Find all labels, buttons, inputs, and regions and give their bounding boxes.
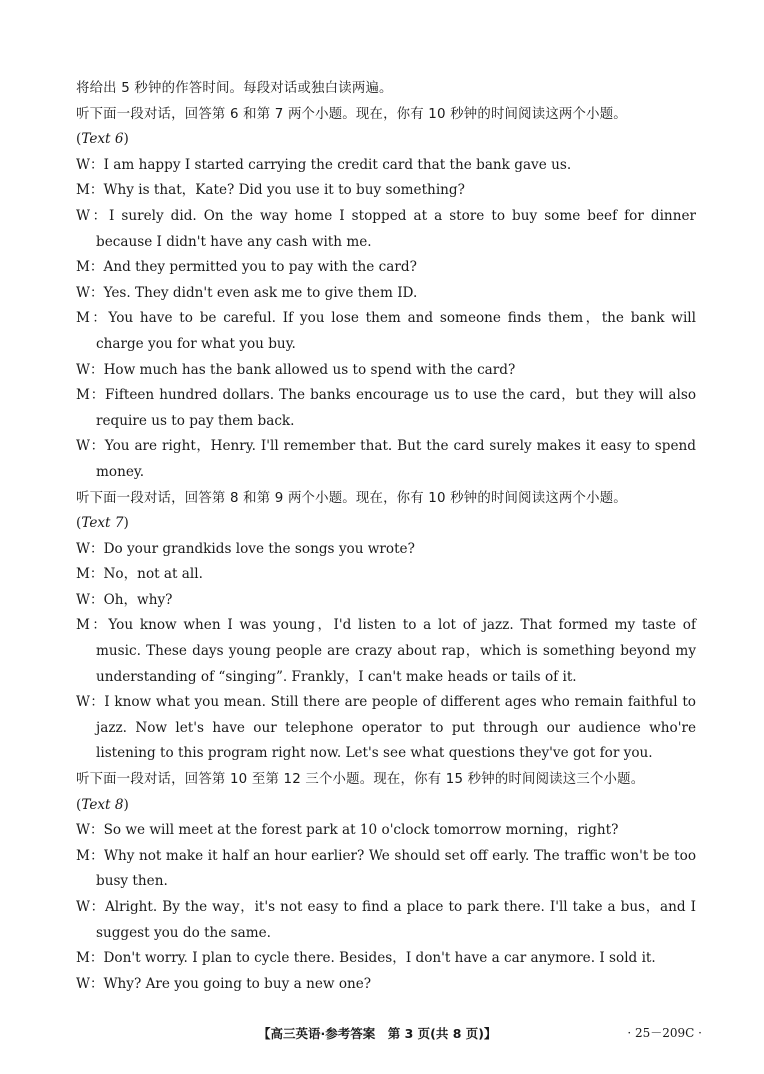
dialogue-line: M：No，not at all. [76, 566, 203, 583]
intro-line: 将给出 5 秒钟的作答时间。每段对话或独白读两遍。 [76, 81, 393, 96]
text8-heading: (Text 8) [76, 796, 129, 813]
dialogue-line: W：Do your grandkids love the songs you wrote? [76, 540, 415, 557]
dialogue-line: M：You know when I was young，I'd listen to a lot of jazz. That formed my taste of music. These days young people are crazy about rap，which is something beyond my understanding of “singing”. Frankly，I can't make heads or tails of it. [76, 617, 696, 685]
text7-heading: (Text 7) [76, 515, 129, 532]
dialogue-line: W：I surely did. On the way home I stopped at a store to buy some beef for dinner because I didn't have any cash with me. [76, 207, 696, 250]
dialogue-line: W：How much has the bank allowed us to spend with the card? [76, 361, 516, 378]
dialogue-line: M：And they permitted you to pay with the card? [76, 259, 417, 276]
dialogue-line: M：Fifteen hundred dollars. The banks encourage us to use the card，but they will also require us to pay them back. [76, 387, 696, 429]
text7-label: Text 7 [81, 515, 124, 532]
text8-prompt: 听下面一段对话，回答第 10 至第 12 三个小题。现在，你有 15 秒钟的时间阅读这三个小题。 [76, 772, 645, 788]
text8-label: Text 8 [81, 796, 124, 813]
dialogue-line: W：So we will meet at the forest park at 10 o'clock tomorrow morning，right? [76, 822, 619, 839]
page-footer [0, 1022, 764, 1044]
dialogue-line: W：Oh，why? [76, 591, 173, 608]
dialogue-line: M：You have to be careful. If you lose them and someone finds them，the bank will charge you for what you buy. [76, 310, 696, 352]
dialogue-line: M：Why not make it half an hour earlier? We should set off early. The traffic won't be too busy then. [76, 847, 696, 890]
footer-code: · 25－209C · [627, 1026, 702, 1040]
dialogue-line: W：Alright. By the way，it's not easy to find a place to park there. I'll take a bus，and I suggest you do the same. [76, 899, 696, 941]
text6-heading: (Text 6) [76, 131, 129, 148]
text7-prompt: 听下面一段对话，回答第 8 和第 9 两个小题。现在，你有 10 秒钟的时间阅读这两个小题。 [76, 490, 627, 506]
dialogue-line: M：Don't worry. I plan to cycle there. Besides，I don't have a car anymore. I sold it. [76, 950, 656, 967]
dialogue-line: W：Yes. They didn't even ask me to give them ID. [76, 284, 418, 301]
text6-prompt: 听下面一段对话，回答第 6 和第 7 两个小题。现在，你有 10 秒钟的时间阅读这两个小题。 [76, 106, 627, 122]
dialogue-line: M：Why is that，Kate? Did you use it to buy something? [76, 182, 465, 199]
dialogue-line: W：Why? Are you going to buy a new one? [76, 975, 372, 992]
dialogue-line: W：You are right，Henry. I'll remember that. But the card surely makes it easy to spend money. [76, 438, 696, 480]
footer-page-info: 【高三英语·参考答案 第 3 页(共 8 页)】 [258, 1026, 497, 1041]
dialogue-line: W：I am happy I started carrying the credit card that the bank gave us. [76, 156, 572, 173]
document-body [76, 76, 696, 997]
text6-label: Text 6 [81, 131, 124, 148]
dialogue-line: W：I know what you mean. Still there are people of different ages who remain faithful to jazz. Now let's have our telephone operator to put through our audience who're listening to this program right now. Let's see what questions they've got for you. [76, 694, 696, 762]
